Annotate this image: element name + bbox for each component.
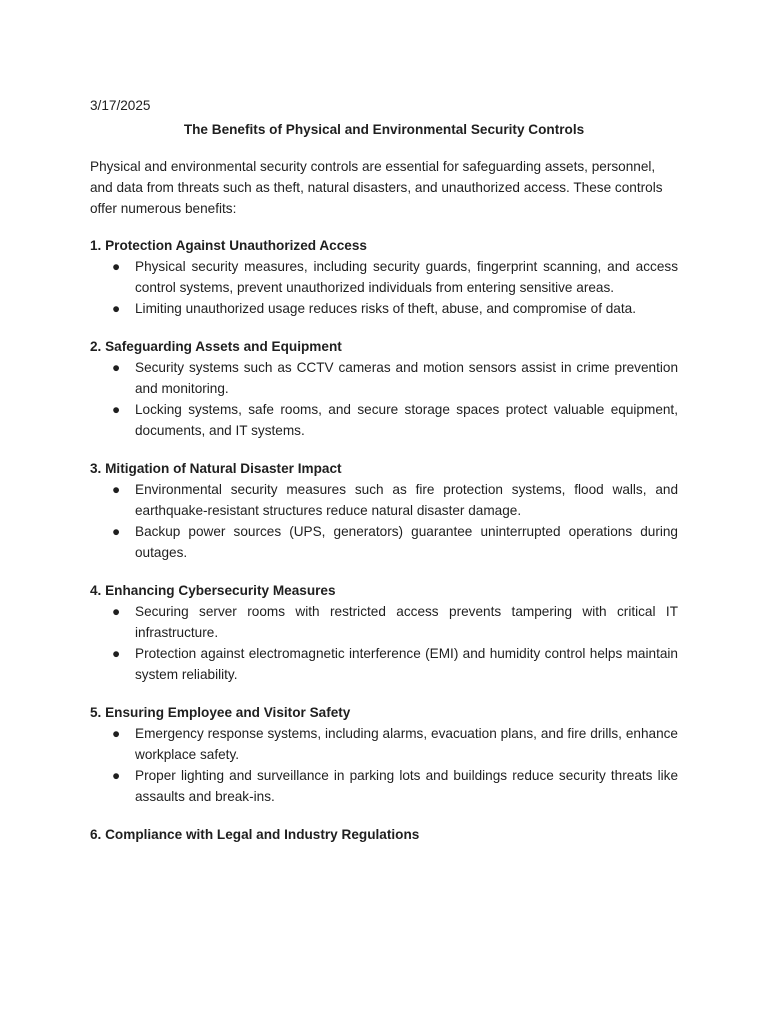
- bullet-item: [90, 521, 678, 563]
- bullet-text: Protection against electromagnetic interference (EMI) and humidity control helps maintain system reliability.: [135, 646, 678, 682]
- bullet-point-icon: ●: [112, 768, 121, 783]
- bullet-text: Security systems such as CCTV cameras and motion sensors assist in crime prevention and monitoring.: [135, 360, 678, 396]
- bullet-point-icon: ●: [112, 259, 121, 274]
- bullet-text: Emergency response systems, including alarms, evacuation plans, and fire drills, enhance workplace safety.: [135, 726, 678, 762]
- bullet-point-icon: ●: [112, 360, 121, 375]
- section-heading: 4. Enhancing Cybersecurity Measures: [90, 583, 336, 598]
- bullet-text: Limiting unauthorized usage reduces risks of theft, abuse, and compromise of data.: [135, 301, 636, 316]
- bullet-text: Physical security measures, including security guards, fingerprint scanning, and access control systems, prevent unauthorized individuals from entering sensitive areas.: [135, 259, 678, 295]
- bullet-item: [90, 765, 678, 807]
- bullet-item: [90, 723, 678, 765]
- bullet-item: [90, 399, 678, 441]
- bullet-list: [90, 601, 678, 685]
- bullet-item: [90, 601, 678, 643]
- bullet-item: [90, 357, 678, 399]
- document-title: The Benefits of Physical and Environmental Security Controls: [183, 122, 585, 137]
- bullet-point-icon: ●: [112, 524, 121, 539]
- bullet-text: Environmental security measures such as fire protection systems, flood walls, and earthquake-resistant structures reduce natural disaster damage.: [135, 482, 678, 518]
- bullet-list: [90, 723, 678, 807]
- section-heading: 2. Safeguarding Assets and Equipment: [90, 339, 342, 354]
- bullet-list: [90, 357, 678, 441]
- bullet-text: Backup power sources (UPS, generators) guarantee uninterrupted operations during outages.: [135, 524, 678, 560]
- section-heading: 3. Mitigation of Natural Disaster Impact: [90, 461, 342, 476]
- bullet-point-icon: ●: [112, 604, 121, 619]
- bullet-point-icon: ●: [112, 482, 121, 497]
- bullet-item: [90, 479, 678, 521]
- section-heading: 5. Ensuring Employee and Visitor Safety: [90, 705, 351, 720]
- bullet-item: [90, 643, 678, 685]
- intro-paragraph: Physical and environmental security controls are essential for safeguarding assets, personnel, and data from threats such as theft, natural disasters, and unauthorized access. These controls offer numerous benefits:: [90, 159, 663, 216]
- bullet-point-icon: ●: [112, 646, 121, 661]
- bullet-text: Securing server rooms with restricted access prevents tampering with critical IT infrastructure.: [135, 604, 678, 640]
- bullet-item: [90, 298, 678, 319]
- bullet-item: [90, 256, 678, 298]
- bullet-point-icon: ●: [112, 726, 121, 741]
- bullet-text: Proper lighting and surveillance in parking lots and buildings reduce security threats like assaults and break-ins.: [135, 768, 678, 804]
- bullet-text: Locking systems, safe rooms, and secure storage spaces protect valuable equipment, documents, and IT systems.: [135, 402, 678, 438]
- bullet-point-icon: ●: [112, 301, 121, 316]
- bullet-point-icon: ●: [112, 402, 121, 417]
- document-date: 3/17/2025: [90, 98, 151, 113]
- bullet-list: [90, 479, 678, 563]
- section-heading: 6. Compliance with Legal and Industry Regulations: [90, 827, 420, 842]
- bullet-list: [90, 256, 678, 319]
- section-heading: 1. Protection Against Unauthorized Access: [90, 238, 367, 253]
